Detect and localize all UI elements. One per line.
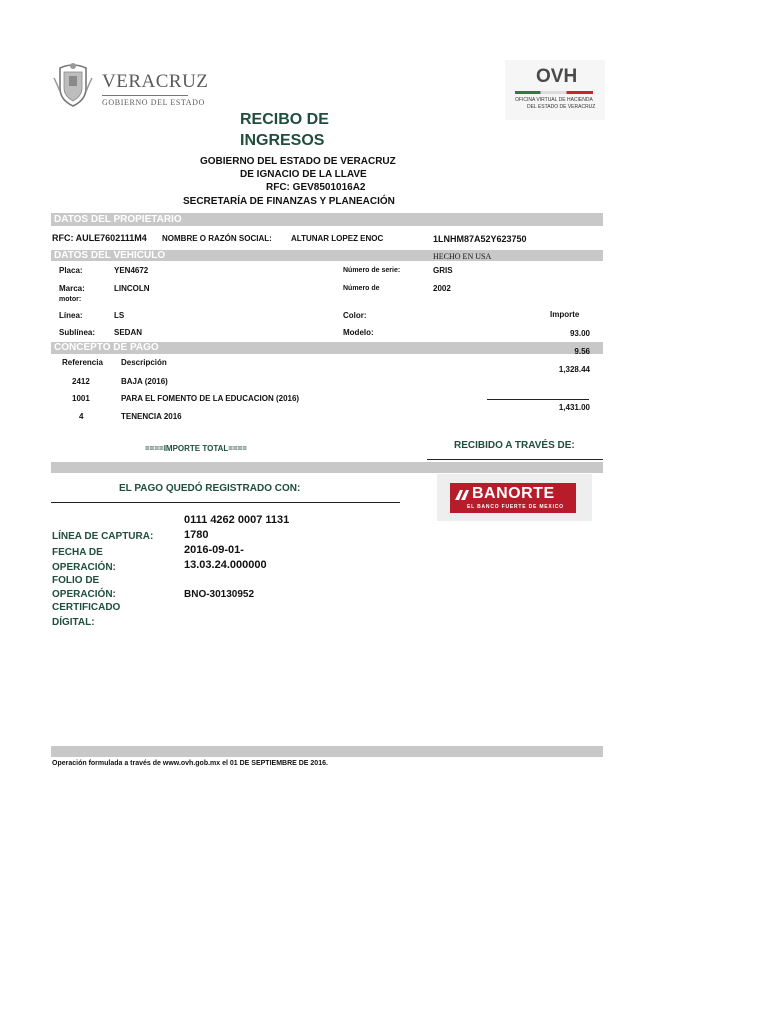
registration-title: EL PAGO QUEDÓ REGISTRADO CON: [119,483,301,494]
row-desc: BAJA (2016) [121,377,168,386]
vehicle-section-label: DATOS DEL VEHICULO [54,250,166,261]
total-rule [487,399,589,400]
fecha-label-line2: OPERACIÓN: [52,562,116,573]
fecha-label-line1: FECHA DE [52,547,103,558]
document-title-line2: INGRESOS [240,132,325,149]
payment-section-bar [51,342,603,354]
amount-2: 9.56 [574,347,590,356]
color-label: Color: [343,311,367,320]
ovh-logo-name: OVH [536,66,578,87]
ovh-logo [505,60,605,120]
linea-label: Línea: [59,311,83,320]
banorte-logo-box [450,483,576,513]
motor-label-a: Número de [343,285,380,292]
linea-value: LS [114,311,125,320]
issuer-rfc: RFC: GEV8501016A2 [266,182,366,193]
col-descripcion: Descripción [121,358,167,367]
amount-3: 1,328.44 [558,365,590,374]
separator-bar [51,462,603,473]
placa-label: Placa: [59,266,83,275]
banorte-tagline: EL BANCO FUERTE DE MEXICO [467,504,564,510]
sublinea-label: Sublínea: [59,328,96,337]
vehicle-vin: 1LNHM87A52Y623750 [433,234,527,244]
owner-name-value: ALTUNAR LOPEZ ENOC [291,234,384,243]
ovh-logo-sub1: OFICINA VIRTUAL DE HACIENDA [515,97,593,103]
folio-label-line2: OPERACIÓN: [52,589,116,600]
placa-value: YEN4672 [114,266,149,275]
sublinea-value: SEDAN [114,328,143,337]
captura-value-line1: 0111 4262 0007 1131 [184,514,290,526]
document-title-line1: RECIBO DE [240,111,329,128]
received-label: RECIBIDO A TRAVÉS DE: [454,440,575,451]
payment-section-label: CONCEPTO DE PAGO [54,342,159,353]
issuer-line4: SECRETARÍA DE FINANZAS Y PLANEACIÓN [183,196,395,207]
received-rule [427,459,603,460]
motor-label-b: motor: [59,296,82,303]
fecha-value-line1: 2016-09-01- [184,544,244,556]
issuer-line2: DE IGNACIO DE LA LLAVE [240,169,367,180]
owner-section-label: DATOS DEL PROPIETARIO [54,214,182,225]
row-desc: PARA EL FOMENTO DE LA EDUCACION (2016) [121,394,300,403]
amount-1: 93.00 [569,329,590,338]
owner-name-label: NOMBRE O RAZÓN SOCIAL: [162,234,272,243]
marca-value: LINCOLN [114,284,150,293]
importe-label: Importe [550,310,580,319]
coat-of-arms-icon [52,62,94,108]
ovh-logo-sub2: DEL ESTADO DE VERACRUZ [527,104,596,110]
vehicle-section-bar [51,250,603,261]
owner-rfc-label: RFC: [52,233,74,243]
total-label: ====IMPORTE TOTAL==== [145,444,247,453]
registration-rule [51,502,400,503]
veracruz-logo-name: VERACRUZ [102,71,209,92]
owner-rfc-value: AULE7602111M4 [75,233,147,243]
veracruz-logo-sub: GOBIERNO DEL ESTADO [102,98,205,107]
row-ref: 1001 [72,394,90,403]
total-value: 1,431.00 [558,403,590,412]
cert-label-line2: DÍGITAL: [52,617,95,628]
veracruz-logo [52,62,209,110]
marca-label: Marca: [59,284,85,293]
motor-value: 2002 [433,284,451,293]
fecha-value-line2: 13.03.24.000000 [184,559,267,571]
modelo-label: Modelo: [343,328,374,337]
footer-note: Operación formulada a través de www.ovh.gob.mx el 01 DE SEPTIEMBRE DE 2016. [52,760,328,767]
folio-value: BNO-30130952 [184,589,255,600]
owner-section-bar [51,213,603,226]
row-ref: 2412 [72,377,90,386]
col-referencia: Referencia [62,358,103,367]
banorte-logo [437,474,592,521]
captura-value-line2: 1780 [184,529,209,541]
row-ref: 4 [79,412,84,421]
row-desc: TENENCIA 2016 [121,412,182,421]
serie-label: Número de serie: [343,267,401,274]
veracruz-logo-divider [102,95,188,96]
banorte-symbol-icon [454,488,470,502]
vehicle-origin: HECHO EN USA [433,252,492,261]
banorte-name: BANORTE [472,485,555,502]
cert-label-line1: CERTIFICADO [52,602,121,613]
serie-value: GRIS [433,266,453,275]
footer-bar [51,746,603,757]
issuer-line1: GOBIERNO DEL ESTADO DE VERACRUZ [200,156,396,167]
captura-label: LÍNEA DE CAPTURA: [52,531,154,542]
folio-label-line1: FOLIO DE [52,575,100,586]
ovh-logo-stripe [515,91,593,94]
owner-rfc [52,233,147,243]
